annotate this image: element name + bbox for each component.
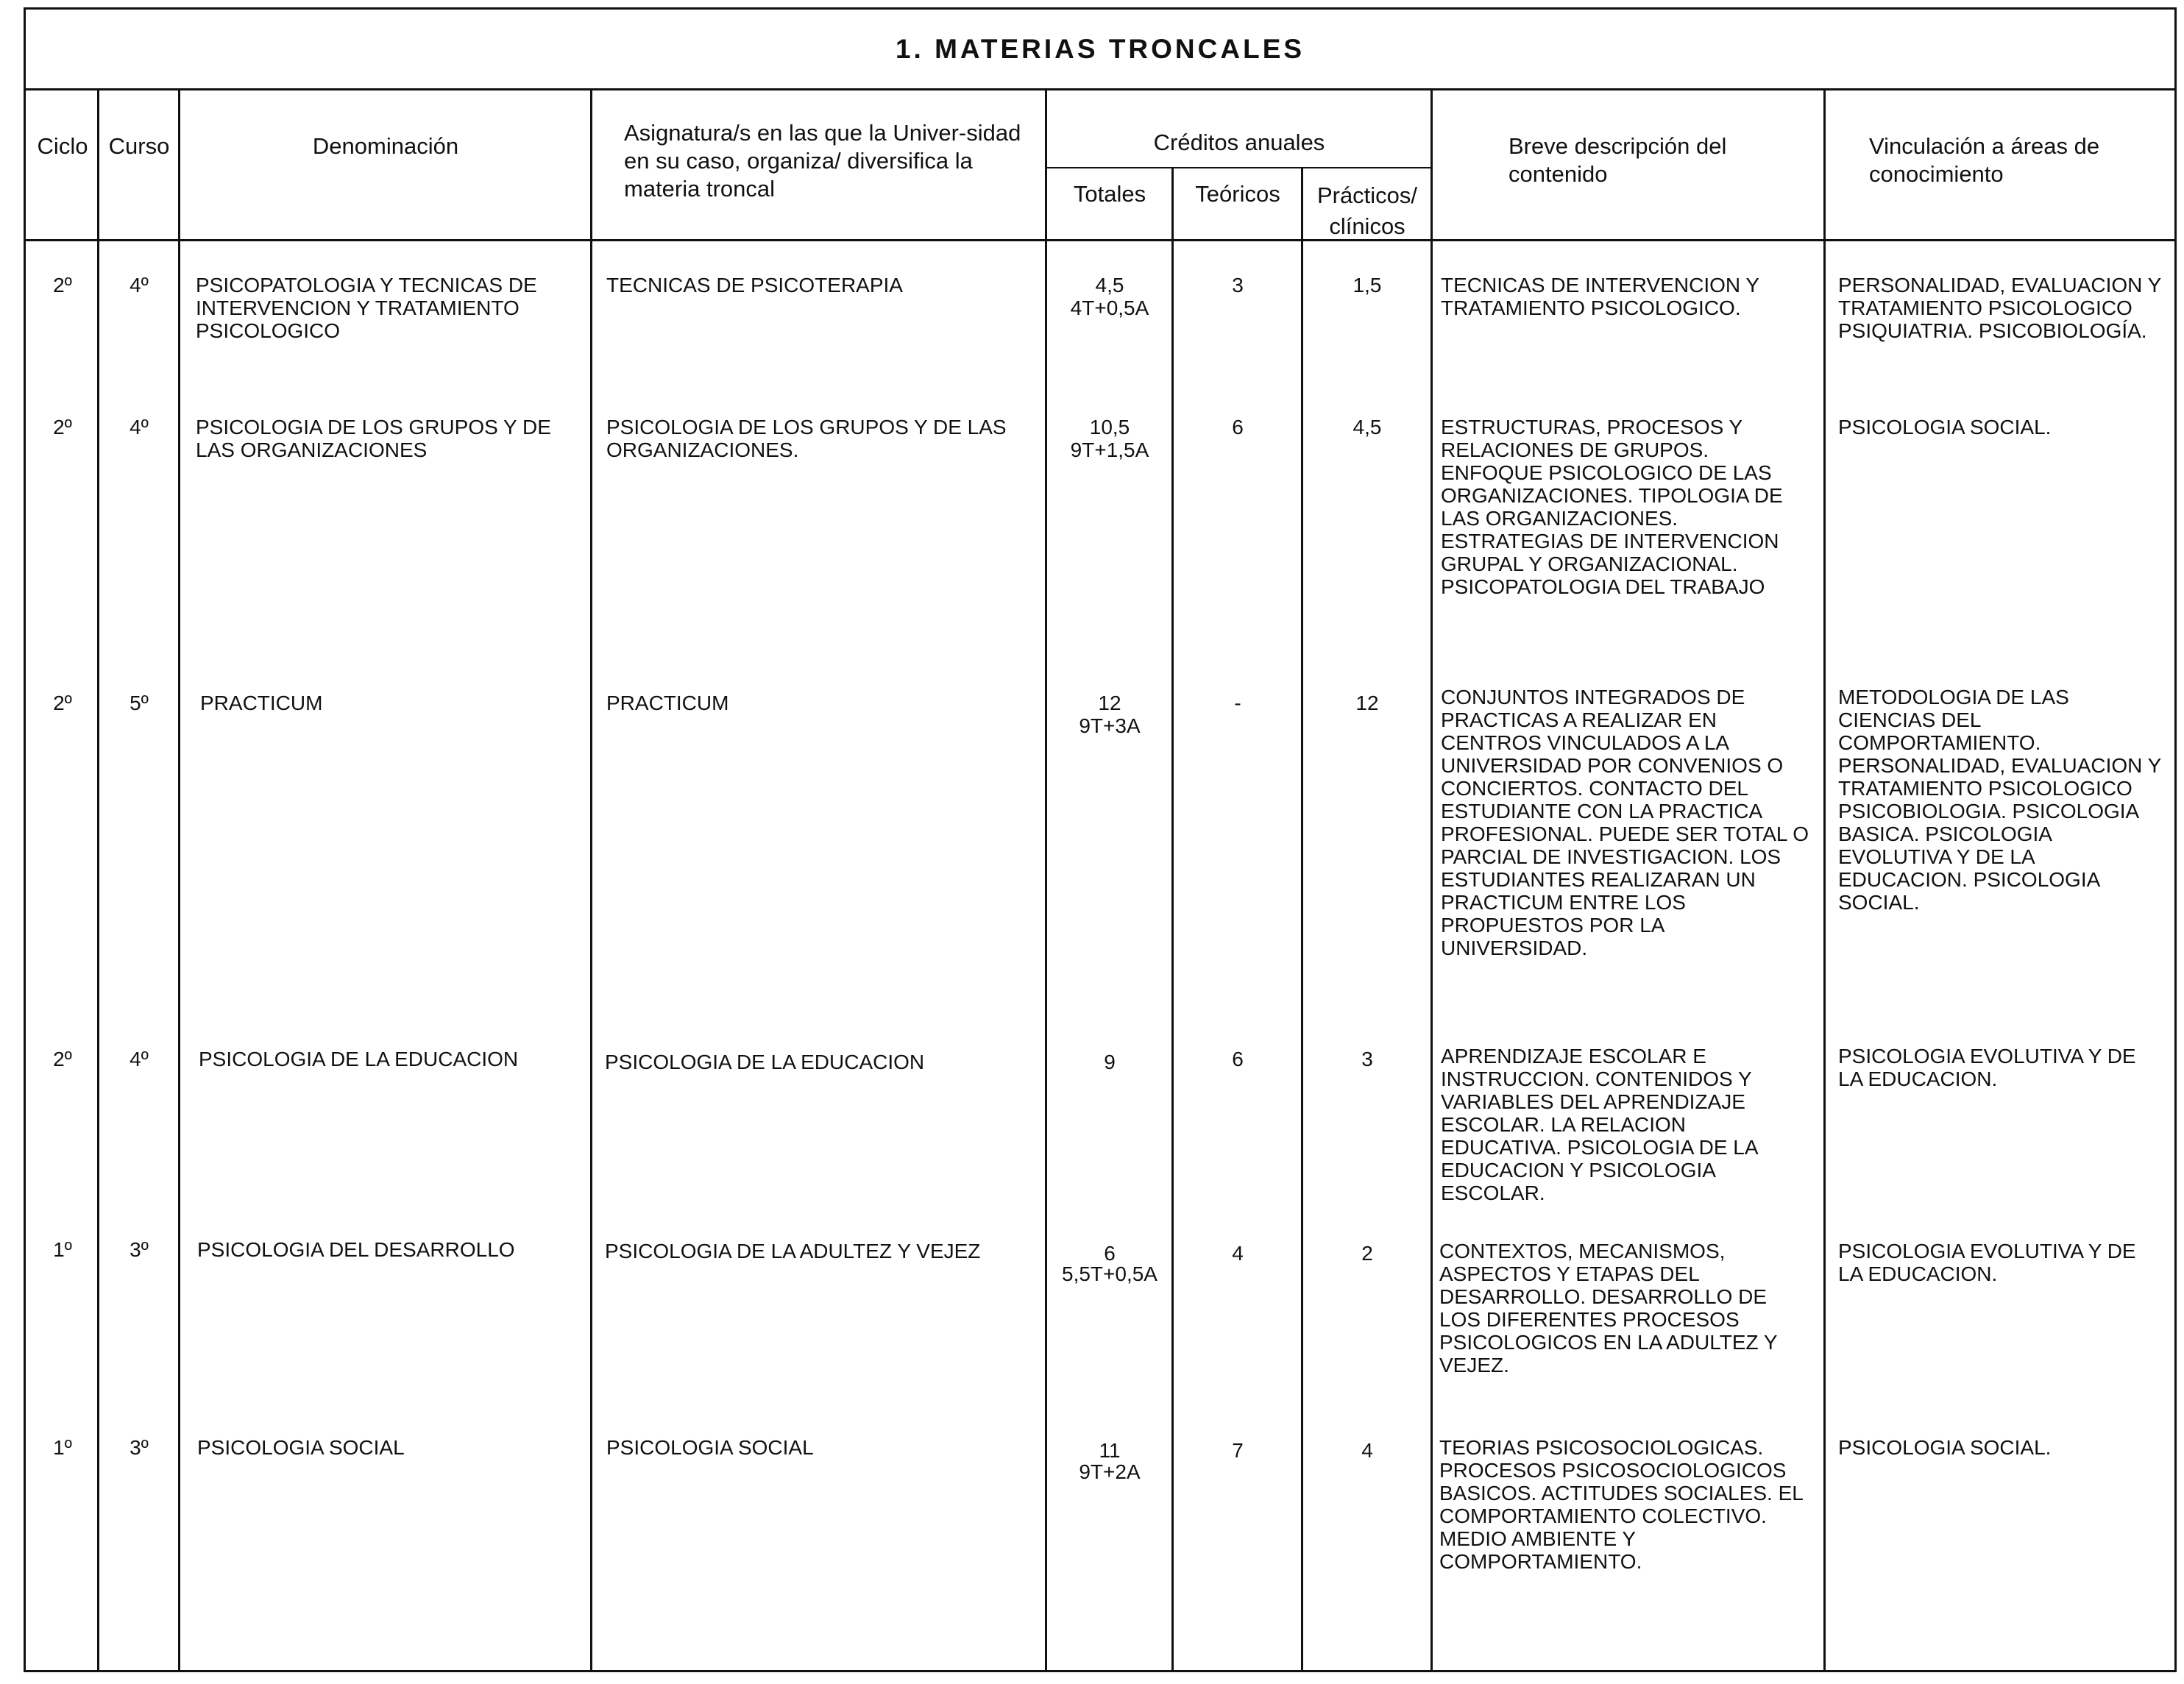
col-divider — [1301, 167, 1303, 1670]
header-teoricos: Teóricos — [1195, 181, 1280, 207]
row-5-denominacion: PSICOLOGIA DEL DESARROLLO — [197, 1238, 515, 1261]
col-divider — [97, 88, 99, 1670]
row-4-curso: 4º — [130, 1048, 149, 1070]
row-5-totales: 6 — [1104, 1242, 1116, 1265]
row-3-descripcion: CONJUNTOS INTEGRADOS DE PRACTICAS A REALIZAR EN CENTROS VINCULADOS A LA UNIVERSIDAD POR CONVENIOS O CONCIERTOS. CONTACTO DEL ESTUDIANTE CON LA PRACTICA PROFESIONAL. PUEDE SER TOTAL O PARCIAL DE INVESTIGACION. LOS ESTUDIANTES REALIZARAN UN PRACTICUM ENTRE LOS PROPUESTOS POR LA UNIVERSIDAD. — [1441, 686, 1809, 959]
header-creditos: Créditos anuales — [1153, 129, 1325, 155]
row-6-vinculacion: PSICOLOGIA SOCIAL. — [1838, 1436, 2052, 1459]
row-2-asignatura: PSICOLOGIA DE LOS GRUPOS Y DE LAS ORGANIZACIONES. — [606, 416, 1007, 461]
creditos-subdivider — [1045, 167, 1430, 168]
row-3-curso: 5º — [130, 692, 149, 714]
row-5-totales-detalle: 5,5T+0,5A — [1062, 1262, 1157, 1285]
row-1-totales: 4,5 — [1095, 274, 1124, 296]
row-3-vinculacion: METODOLOGIA DE LAS CIENCIAS DEL COMPORTAMIENTO. PERSONALIDAD, EVALUACION Y TRATAMIENTO PSICOLOGICO PSICOBIOLOGIA. PSICOLOGIA BASICA. PSICOLOGIA EVOLUTIVA Y DE LA EDUCACION. PSICOLOGIA SOCIAL. — [1838, 686, 2161, 914]
col-divider — [1171, 167, 1174, 1670]
col-divider — [1045, 88, 1047, 1670]
row-4-vinculacion: PSICOLOGIA EVOLUTIVA Y DE LA EDUCACION. — [1838, 1045, 2136, 1090]
header-asignatura: Asignatura/s en las que la Univer-sidad en su caso, organiza/ diversifica la materia troncal — [624, 120, 1021, 202]
row-1-denominacion: PSICOPATOLOGIA Y TECNICAS DE INTERVENCION Y TRATAMIENTO PSICOLOGICO — [196, 274, 537, 342]
col-divider — [178, 88, 180, 1670]
row-1-practicos: 1,5 — [1352, 274, 1382, 296]
row-3-totales: 12 — [1098, 692, 1121, 714]
row-1-curso: 4º — [130, 274, 149, 296]
row-2-totales-detalle: 9T+1,5A — [1070, 438, 1149, 461]
header-ciclo: Ciclo — [37, 133, 88, 159]
header-practicos: Prácticos/ clínicos — [1316, 182, 1418, 239]
table-title: 1. MATERIAS TRONCALES — [895, 33, 1305, 64]
row-1-teoricos: 3 — [1232, 274, 1244, 296]
row-6-curso: 3º — [130, 1436, 149, 1459]
row-5-practicos: 2 — [1361, 1242, 1373, 1265]
row-2-practicos: 4,5 — [1352, 416, 1382, 438]
row-2-teoricos: 6 — [1232, 416, 1244, 438]
row-4-asignatura: PSICOLOGIA DE LA EDUCACION — [605, 1051, 925, 1073]
table-bottom-border — [24, 1670, 2177, 1672]
row-2-denominacion: PSICOLOGIA DE LOS GRUPOS Y DE LAS ORGANIZACIONES — [196, 416, 551, 461]
header-curso: Curso — [108, 133, 170, 159]
row-4-teoricos: 6 — [1232, 1048, 1244, 1070]
header-descripcion: Breve descripción del contenido — [1508, 133, 1727, 187]
col-divider — [1430, 88, 1433, 1670]
table-title-row — [26, 10, 2174, 90]
row-6-practicos: 4 — [1361, 1439, 1373, 1462]
row-4-practicos: 3 — [1361, 1048, 1373, 1070]
row-3-ciclo: 2º — [53, 692, 72, 714]
row-1-ciclo: 2º — [53, 274, 72, 296]
row-5-descripcion: CONTEXTOS, MECANISMOS, ASPECTOS Y ETAPAS DEL DESARROLLO. DESARROLLO DE LOS DIFERENTES PROCESOS PSICOLOGICOS EN LA ADULTEZ Y VEJEZ. — [1439, 1240, 1778, 1376]
row-3-totales-detalle: 9T+3A — [1079, 714, 1141, 737]
header-vinculacion: Vinculación a áreas de conocimiento — [1869, 133, 2100, 187]
row-2-curso: 4º — [130, 416, 149, 438]
row-3-denominacion: PRACTICUM — [200, 692, 323, 714]
header-divider — [24, 239, 2177, 241]
row-6-teoricos: 7 — [1232, 1439, 1244, 1462]
row-6-totales: 11 — [1099, 1439, 1121, 1462]
row-3-practicos: 12 — [1355, 692, 1379, 714]
row-1-asignatura: TECNICAS DE PSICOTERAPIA — [606, 274, 903, 296]
row-3-teoricos: - — [1234, 692, 1241, 714]
row-5-vinculacion: PSICOLOGIA EVOLUTIVA Y DE LA EDUCACION. — [1838, 1240, 2136, 1285]
col-divider — [1823, 88, 1826, 1670]
row-4-denominacion: PSICOLOGIA DE LA EDUCACION — [199, 1048, 519, 1070]
row-3-asignatura: PRACTICUM — [606, 692, 729, 714]
row-4-totales: 9 — [1104, 1051, 1116, 1073]
row-5-teoricos: 4 — [1232, 1242, 1244, 1265]
row-6-asignatura: PSICOLOGIA SOCIAL — [606, 1436, 814, 1459]
row-6-descripcion: TEORIAS PSICOSOCIOLOGICAS. PROCESOS PSICOSOCIOLOGICOS BASICOS. ACTITUDES SOCIALES. EL COMPORTAMIENTO COLECTIVO. MEDIO AMBIENTE Y COMPORTAMIENTO. — [1439, 1436, 1803, 1573]
header-totales: Totales — [1073, 181, 1146, 207]
row-5-curso: 3º — [130, 1238, 149, 1261]
row-2-descripcion: ESTRUCTURAS, PROCESOS Y RELACIONES DE GRUPOS. ENFOQUE PSICOLOGICO DE LAS ORGANIZACIONES. TIPOLOGIA DE LAS ORGANIZACIONES. ESTRATEGIAS DE INTERVENCION GRUPAL Y ORGANIZACIONAL. PSICOPATOLOGIA DEL TRABAJO — [1441, 416, 1783, 598]
row-4-descripcion: APRENDIZAJE ESCOLAR E INSTRUCCION. CONTENIDOS Y VARIABLES DEL APRENDIZAJE ESCOLAR. LA RELACION EDUCATIVA. PSICOLOGIA DE LA EDUCACION Y PSICOLOGIA ESCOLAR. — [1441, 1045, 1757, 1204]
row-2-totales: 10,5 — [1089, 416, 1130, 438]
row-6-denominacion: PSICOLOGIA SOCIAL — [197, 1436, 405, 1459]
row-2-ciclo: 2º — [53, 416, 72, 438]
row-1-totales-detalle: 4T+0,5A — [1070, 296, 1149, 319]
header-denominacion: Denominación — [312, 133, 459, 159]
row-1-descripcion: TECNICAS DE INTERVENCION Y TRATAMIENTO PSICOLOGICO. — [1441, 274, 1759, 319]
row-6-totales-detalle: 9T+2A — [1079, 1460, 1141, 1483]
row-2-vinculacion: PSICOLOGIA SOCIAL. — [1838, 416, 2052, 438]
row-5-ciclo: 1º — [53, 1238, 72, 1261]
row-1-vinculacion: PERSONALIDAD, EVALUACION Y TRATAMIENTO PSICOLOGICO PSIQUIATRIA. PSICOBIOLOGÍA. — [1838, 274, 2161, 342]
row-5-asignatura: PSICOLOGIA DE LA ADULTEZ Y VEJEZ — [605, 1240, 981, 1262]
row-4-ciclo: 2º — [53, 1048, 72, 1070]
row-6-ciclo: 1º — [53, 1436, 72, 1459]
col-divider — [590, 88, 592, 1670]
